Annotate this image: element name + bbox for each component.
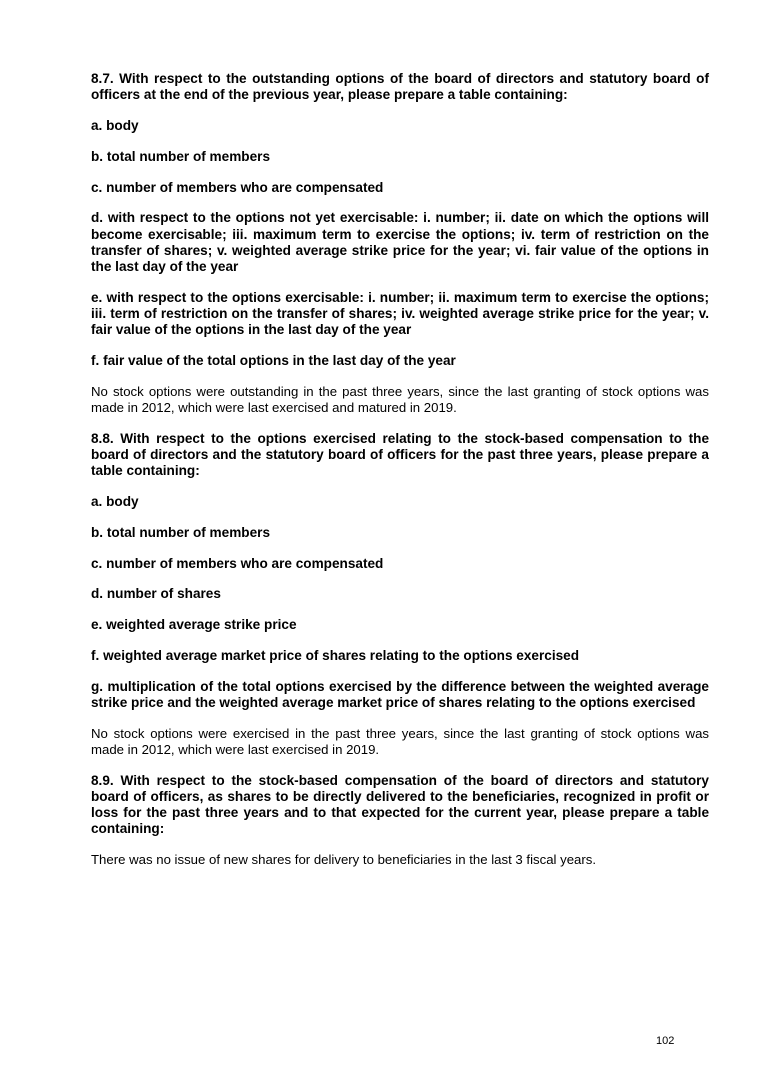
section-8-7-answer: No stock options were outstanding in the past three years, since the last granting of stock options was made in 2012, which were last exercised and matured in 2019.: [91, 383, 709, 415]
section-8-8-item-e: e. weighted average strike price: [91, 617, 297, 633]
section-8-7-item-e: e. with respect to the options exercisable: i. number; ii. maximum term to exercise the options; iii. term of restriction on the transfer of shares; iv. weighted average strike price for the year; v. fair value of the options in the last day of the year: [91, 289, 709, 338]
page-number: 102: [656, 1035, 675, 1047]
section-8-8-item-c: c. number of members who are compensated: [91, 555, 384, 571]
section-8-8-item-g: g. multiplication of the total options exercised by the difference between the weighted average strike price and the weighted average market price of shares relating to the options exercised: [91, 678, 709, 710]
section-8-8-item-d: d. number of shares: [91, 586, 221, 602]
section-8-8-heading: 8.8. With respect to the options exercised relating to the stock-based compensation to the board of directors and the statutory board of officers for the past three years, please prepare a table containing:: [91, 430, 709, 479]
section-8-7-item-a: a. body: [91, 118, 139, 133]
section-8-7-item-b: b. total number of members: [91, 148, 271, 164]
section-8-7-heading: 8.7. With respect to the outstanding options of the board of directors and statutory board of officers at the end of the previous year, please prepare a table containing:: [91, 71, 709, 103]
section-8-8-item-b: b. total number of members: [91, 524, 271, 540]
section-8-7-item-f: f. fair value of the total options in the last day of the year: [91, 353, 456, 368]
section-8-7-item-d: d. with respect to the options not yet exercisable: i. number; ii. date on which the options will become exercisable; iii. maximum term to exercise the options; iv. term of restriction on the transfer of shares; v. weighted average strike price for the year; vi. fair value of the options in the last day of the year: [91, 210, 709, 274]
section-8-8-answer: No stock options were exercised in the past three years, since the last granting of stock options was made in 2012, which were last exercised in 2019.: [91, 725, 709, 757]
document-page: [91, 71, 709, 883]
section-8-7-item-c: c. number of members who are compensated: [91, 179, 384, 195]
section-8-9-answer: There was no issue of new shares for delivery to beneficiaries in the last 3 fiscal years.: [91, 852, 597, 868]
section-8-8-item-f: f. weighted average market price of shares relating to the options exercised: [91, 647, 580, 663]
section-8-9-heading: 8.9. With respect to the stock-based compensation of the board of directors and statutory board of officers, as shares to be directly delivered to the beneficiaries, recognized in profit or loss for the past three years and to that expected for the current year, please prepare a table containing:: [91, 772, 709, 837]
section-8-8-item-a: a. body: [91, 494, 139, 509]
